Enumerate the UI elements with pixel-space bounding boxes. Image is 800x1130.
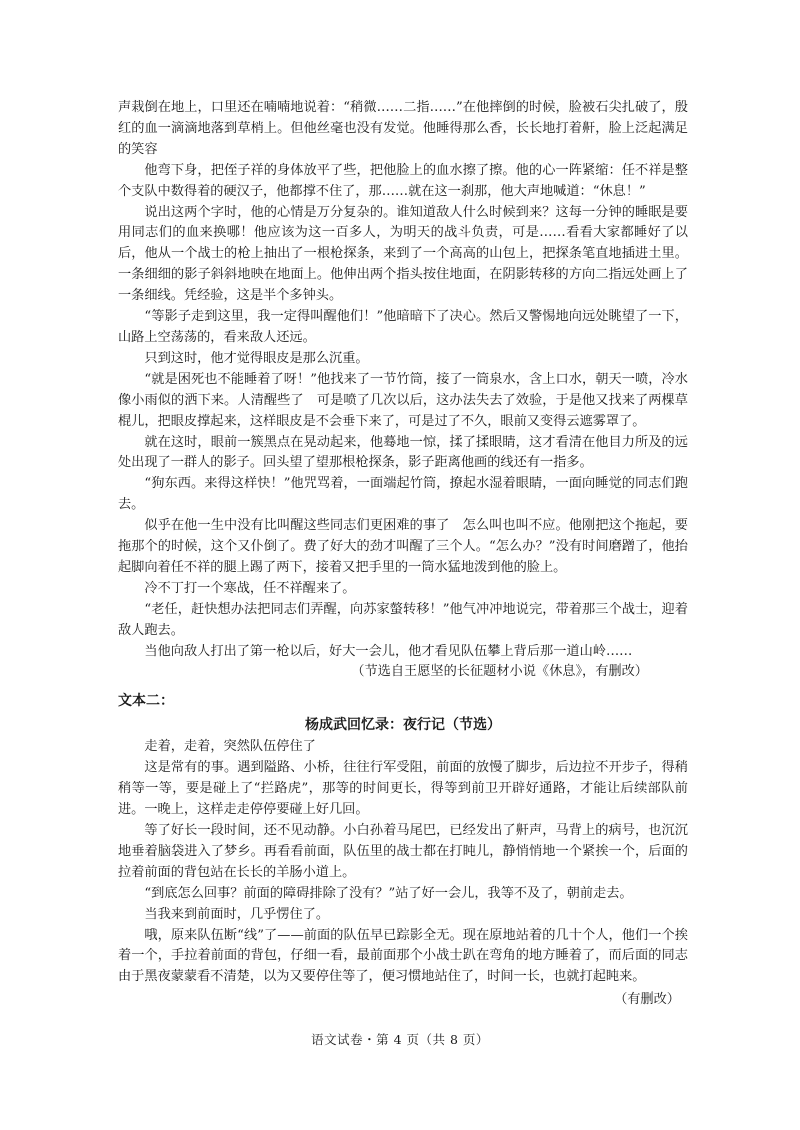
text1-paragraph: “狗东西。来得这样快！”他咒骂着，一面端起竹筒，撩起水湿着眼睛，一面向睡觉的同志们跑去。 (118, 476, 688, 513)
text1-paragraph: 冷不丁打一个寒战，任不祥醒来了。 (144, 580, 356, 596)
text1-paragraph: 声栽倒在地上，口里还在喃喃地说着：“稍微……二指……”在他摔倒的时候，脸被石尖扎破了，殷红的血一滴滴地落到草梢上。但他丝毫也没有发觉。他睡得那么香，长长地打着鼾，脸上泛起满足的笑容 (118, 100, 688, 157)
text1-paragraph: 他弯下身，把侄子祥的身体放平了些，把他脸上的血水擦了擦。他的心一阵紧缩：任不祥是整个支队中数得着的硬汉子，他都撑不住了，那……就在这一刹那，他大声地喊道：“休息！” (118, 162, 688, 199)
text1-paragraph: 说出这两个字时，他的心情是万分复杂的。谁知道敌人什么时候到来？这每一分钟的睡眠是要用同志们的血来换哪！他应该为这一百多人，为明天的战斗负责，可是……看看大家都睡好了以后，他从一个战士的枪上抽出了一根枪探条，来到了一个高高的山包上，把探条笔直地插进土里。一条细细的影子斜斜地映在地面上。他伸出两个指头按住地面，在阴影转移的方向二指远处画上了一条细线。凭经验，这是半个多钟头。 (118, 204, 688, 304)
text2-paragraph: 这是常有的事。遇到隘路、小桥，往往行军受阻，前面的放慢了脚步，后边拉不开步子，得稍稍等一等，要是碰上了“拦路虎”，那等的时间更长，得等到前卫开辟好通路，才能让后续部队前进。一晚上，这样走走停停要碰上好几回。 (118, 760, 688, 818)
text1-source: （节选自王愿坚的长征题材小说《休息》，有删改） (351, 664, 648, 680)
page-footer: 语文试卷・第 4 页（共 8 页） (311, 1032, 489, 1047)
text2-paragraph: 当我来到前面时，几乎愣住了。 (144, 906, 330, 922)
text1-paragraph: 只到这时，他才觉得眼皮是那么沉重。 (144, 350, 369, 366)
text2-paragraph: 哦，原来队伍断“线”了——前面的队伍早已踪影全无。现在原地站着的几十个人，他们一个挨着一个，手拉着前面的背包，仔细一看，最前面那个小战士趴在弯角的地方睡着了，而后面的同志由于黑夜蒙蒙看不清楚，以为又要停住等了，便习惯地站住了，时间一长，也就打起盹来。 (118, 927, 688, 985)
text1-paragraph: 当他向敌人打出了第一枪以后，好大一会儿，他才看见队伍攀上背后那一道山岭…… (144, 643, 633, 659)
text2-note: （有删改） (614, 992, 680, 1008)
text1-paragraph: “等影子走到这里，我一定得叫醒他们！”他暗暗下了决心。然后又警惕地向远处眺望了一下，山路上空荡荡的，看来敌人还远。 (118, 309, 688, 345)
text1-paragraph: 似乎在他一生中没有比叫醒这些同志们更困难的事了 怎么叫也叫不应。他刚把这个拖起，要拖那个的时候，这个又仆倒了。费了好大的劲才叫醒了三个人。“怎么办？”没有时间磨蹭了，他抬起脚向着任不祥的腿上踢了两下，接着又把手里的一筒水猛地泼到他的脸上。 (118, 518, 688, 575)
text2-label: 文本二： (118, 693, 174, 710)
text2-title: 杨成武回忆录：夜行记（节选） (305, 717, 501, 734)
text1-section (118, 98, 688, 683)
text1-paragraph: 就在这时，眼前一簇黑点在晃动起来，他蓦地一惊，揉了揉眼睛，这才看清在他目力所及的远处出现了一群人的影子。回头望了望那根枪探条，影子距离他画的线还有一指多。 (118, 434, 688, 471)
text2-paragraph: “到底怎么回事？前面的障碍排除了没有？”站了好一会儿，我等不及了，朝前走去。 (144, 885, 633, 901)
text2-paragraph: 等了好长一段时间，还不见动静。小白孙着马尾巴，已经发出了鼾声，马背上的病号，也沉沉地垂着脑袋进入了梦乡。再看看前面，队伍里的战士都在打盹儿，静悄悄地一个紧挨一个，后面的拉着前面的背包站在长长的羊肠小道上。 (118, 823, 688, 880)
text2-paragraph: 走着，走着，突然队伍停住了 (144, 739, 316, 755)
text2-section (118, 689, 688, 1011)
text1-paragraph: “就是困死也不能睡着了呀！”他找来了一节竹筒，接了一筒泉水，含上口水，朝天一喷，冷水像小雨似的洒下来。人清醒些了 可是喷了几次以后，这办法失去了效验，于是他又找来了两棵草棍儿，把眼皮撑起来，这样眼皮是不会垂下来了，可是过了不久，眼前又变得云遮雾罩了。 (118, 371, 688, 429)
text1-paragraph: “老任，赶快想办法把同志们弄醒，向苏家螫转移！”他气冲冲地说完，带着那三个战士，迎着敌人跑去。 (118, 601, 688, 638)
